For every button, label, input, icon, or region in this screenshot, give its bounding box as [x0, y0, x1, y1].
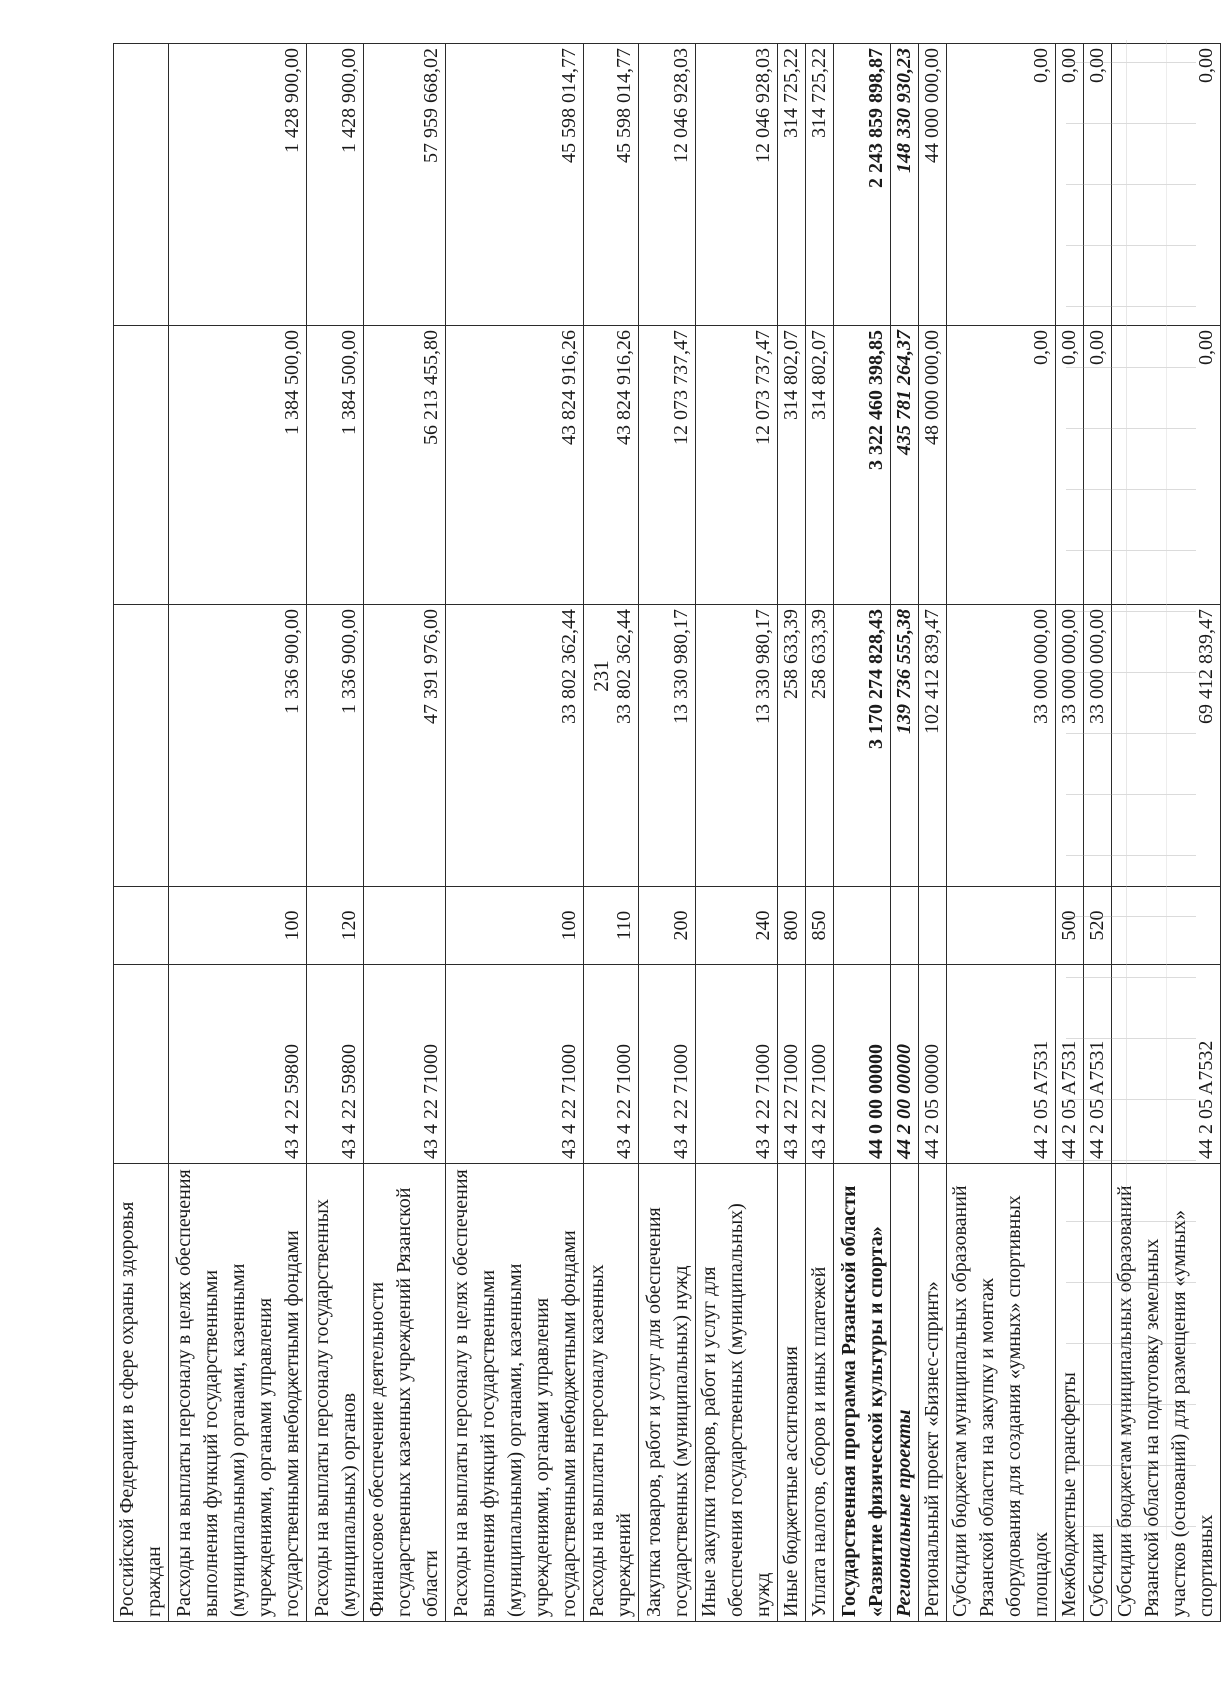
row-amount-2024: 314 802,07 — [806, 326, 834, 605]
row-amount-2024: 435 781 264,37 — [891, 326, 919, 605]
row-amount-2023 — [114, 605, 169, 887]
row-amount-2024: 0,00 — [1084, 326, 1112, 605]
row-name: Иные закупки товаров, работ и услуг для обеспечения государственных (муниципальных) нужд — [696, 1164, 778, 1622]
row-amount-2023: 13 330 980,17 — [696, 605, 778, 887]
budget-table — [113, 43, 1221, 1622]
row-amount-2024: 43 824 916,26 — [446, 326, 584, 605]
row-name: Закупка товаров, работ и услуг для обеспечения государственных (муниципальных) нужд — [639, 1164, 696, 1622]
table-row — [778, 44, 806, 1622]
row-amount-2024: 12 073 737,47 — [639, 326, 696, 605]
row-name: Государственная программа Рязанской области «Развитие физической культуры и спорта» — [834, 1164, 891, 1622]
row-amount-2025: 314 725,22 — [778, 44, 806, 326]
row-name: Расходы на выплаты персоналу казенных учреждений — [584, 1164, 639, 1622]
row-code: 43 4 22 71000 — [446, 965, 584, 1164]
table-row — [806, 44, 834, 1622]
row-amount-2024: 56 213 455,80 — [364, 326, 446, 605]
row-name: Субсидии бюджетам муниципальных образований Рязанской области на подготовку земельных участков (оснований) для размещения «умных» спортивных — [1112, 1164, 1221, 1622]
row-amount-2025: 1 428 900,00 — [307, 44, 364, 326]
row-expense-type: 110 — [584, 887, 639, 965]
table-row — [834, 44, 891, 1622]
row-expense-type: 240 — [696, 887, 778, 965]
row-expense-type: 200 — [639, 887, 696, 965]
row-expense-type — [834, 887, 891, 965]
table-row — [1084, 44, 1112, 1622]
row-amount-2025: 45 598 014,77 — [584, 44, 639, 326]
row-amount-2025: 2 243 859 898,87 — [834, 44, 891, 326]
row-amount-2024 — [114, 326, 169, 605]
row-amount-2023: 33 000 000,00 — [1056, 605, 1084, 887]
row-name: Финансовое обеспечение деятельности государственных казенных учреждений Рязанской области — [364, 1164, 446, 1622]
row-code: 43 4 22 71000 — [778, 965, 806, 1164]
row-amount-2024: 43 824 916,26 — [584, 326, 639, 605]
row-amount-2024: 314 802,07 — [778, 326, 806, 605]
row-amount-2023: 13 330 980,17 — [639, 605, 696, 887]
row-amount-2025 — [114, 44, 169, 326]
row-amount-2024: 0,00 — [1056, 326, 1084, 605]
row-amount-2024: 0,00 — [1112, 326, 1221, 605]
row-code: 43 4 22 59800 — [169, 965, 307, 1164]
row-code: 44 2 00 00000 — [891, 965, 919, 1164]
row-expense-type: 100 — [446, 887, 584, 965]
table-row — [307, 44, 364, 1622]
row-expense-type: 850 — [806, 887, 834, 965]
table-row — [919, 44, 947, 1622]
row-expense-type — [919, 887, 947, 965]
row-expense-type — [114, 887, 169, 965]
row-amount-2023: 102 412 839,47 — [919, 605, 947, 887]
table-row — [639, 44, 696, 1622]
row-expense-type — [364, 887, 446, 965]
row-amount-2023: 33 802 362,44 — [446, 605, 584, 887]
table-row — [891, 44, 919, 1622]
row-amount-2024: 3 322 460 398,85 — [834, 326, 891, 605]
row-expense-type: 120 — [307, 887, 364, 965]
row-name: Региональные проекты — [891, 1164, 919, 1622]
row-expense-type: 100 — [169, 887, 307, 965]
row-code: 43 4 22 71000 — [584, 965, 639, 1164]
row-amount-2025: 0,00 — [1056, 44, 1084, 326]
row-name: Межбюджетные трансферты — [1056, 1164, 1084, 1622]
row-amount-2025: 148 330 930,23 — [891, 44, 919, 326]
row-amount-2025: 12 046 928,03 — [696, 44, 778, 326]
row-amount-2023: 258 633,39 — [778, 605, 806, 887]
row-code: 43 4 22 71000 — [639, 965, 696, 1164]
table-row — [169, 44, 307, 1622]
row-expense-type: 800 — [778, 887, 806, 965]
row-name: Уплата налогов, сборов и иных платежей — [806, 1164, 834, 1622]
row-amount-2023: 33 000 000,00 — [947, 605, 1056, 887]
row-name: Региональный проект «Бизнес-спринт» — [919, 1164, 947, 1622]
row-code: 44 0 00 00000 — [834, 965, 891, 1164]
rotated-page-content — [113, 44, 1217, 1622]
row-amount-2023: 139 736 555,38 — [891, 605, 919, 887]
row-code: 44 2 05 A7531 — [1084, 965, 1112, 1164]
table-row — [364, 44, 446, 1622]
row-amount-2025: 314 725,22 — [806, 44, 834, 326]
row-amount-2023: 33 000 000,00 — [1084, 605, 1112, 887]
row-expense-type — [1112, 887, 1221, 965]
row-amount-2023: 258 633,39 — [806, 605, 834, 887]
row-name: Расходы на выплаты персоналу в целях обеспечения выполнения функций государственными (муниципальными) органами, казенными учреждениями, органами управления государственными внебюджетными фондами — [169, 1164, 307, 1622]
row-code: 43 4 22 71000 — [696, 965, 778, 1164]
row-amount-2025: 45 598 014,77 — [446, 44, 584, 326]
budget-table-body — [114, 44, 1221, 1622]
row-amount-2024: 1 384 500,00 — [169, 326, 307, 605]
table-row — [1112, 44, 1221, 1622]
row-expense-type — [947, 887, 1056, 965]
row-amount-2025: 57 959 668,02 — [364, 44, 446, 326]
row-amount-2023: 1 336 900,00 — [307, 605, 364, 887]
row-expense-type: 500 — [1056, 887, 1084, 965]
page-number: 231 — [589, 660, 613, 692]
table-row — [696, 44, 778, 1622]
row-code: 43 4 22 59800 — [307, 965, 364, 1164]
row-amount-2024: 12 073 737,47 — [696, 326, 778, 605]
row-amount-2024: 48 000 000,00 — [919, 326, 947, 605]
table-row — [114, 44, 169, 1622]
row-amount-2025: 0,00 — [1112, 44, 1221, 326]
row-name: Иные бюджетные ассигнования — [778, 1164, 806, 1622]
row-amount-2024: 0,00 — [947, 326, 1056, 605]
row-code: 44 2 05 A7531 — [947, 965, 1056, 1164]
row-amount-2025: 0,00 — [1084, 44, 1112, 326]
row-name: Субсидии — [1084, 1164, 1112, 1622]
row-amount-2025: 44 000 000,00 — [919, 44, 947, 326]
table-row — [1056, 44, 1084, 1622]
table-row — [446, 44, 584, 1622]
row-name: Российской Федерации в сфере охраны здоровья граждан — [114, 1164, 169, 1622]
row-code — [114, 965, 169, 1164]
row-code: 43 4 22 71000 — [364, 965, 446, 1164]
row-code: 44 2 05 A7532 — [1112, 965, 1221, 1164]
table-row — [584, 44, 639, 1622]
table-row — [947, 44, 1056, 1622]
row-amount-2025: 0,00 — [947, 44, 1056, 326]
row-expense-type: 520 — [1084, 887, 1112, 965]
row-name: Расходы на выплаты персоналу в целях обеспечения выполнения функций государственными (муниципальными) органами, казенными учреждениями, органами управления государственными внебюджетными фондами — [446, 1164, 584, 1622]
row-amount-2025: 12 046 928,03 — [639, 44, 696, 326]
row-code: 43 4 22 71000 — [806, 965, 834, 1164]
row-code: 44 2 05 A7531 — [1056, 965, 1084, 1164]
row-amount-2023: 3 170 274 828,43 — [834, 605, 891, 887]
row-name: Субсидии бюджетам муниципальных образований Рязанской области на закупку и монтаж оборудования для создания «умных» спортивных площадок — [947, 1164, 1056, 1622]
row-amount-2023: 1 336 900,00 — [169, 605, 307, 887]
row-expense-type — [891, 887, 919, 965]
row-amount-2023: 47 391 976,00 — [364, 605, 446, 887]
row-name: Расходы на выплаты персоналу государственных (муниципальных) органов — [307, 1164, 364, 1622]
row-amount-2025: 1 428 900,00 — [169, 44, 307, 326]
row-amount-2023: 33 802 362,44 — [584, 605, 639, 887]
row-amount-2023: 69 412 839,47 — [1112, 605, 1221, 887]
row-code: 44 2 05 00000 — [919, 965, 947, 1164]
row-amount-2024: 1 384 500,00 — [307, 326, 364, 605]
